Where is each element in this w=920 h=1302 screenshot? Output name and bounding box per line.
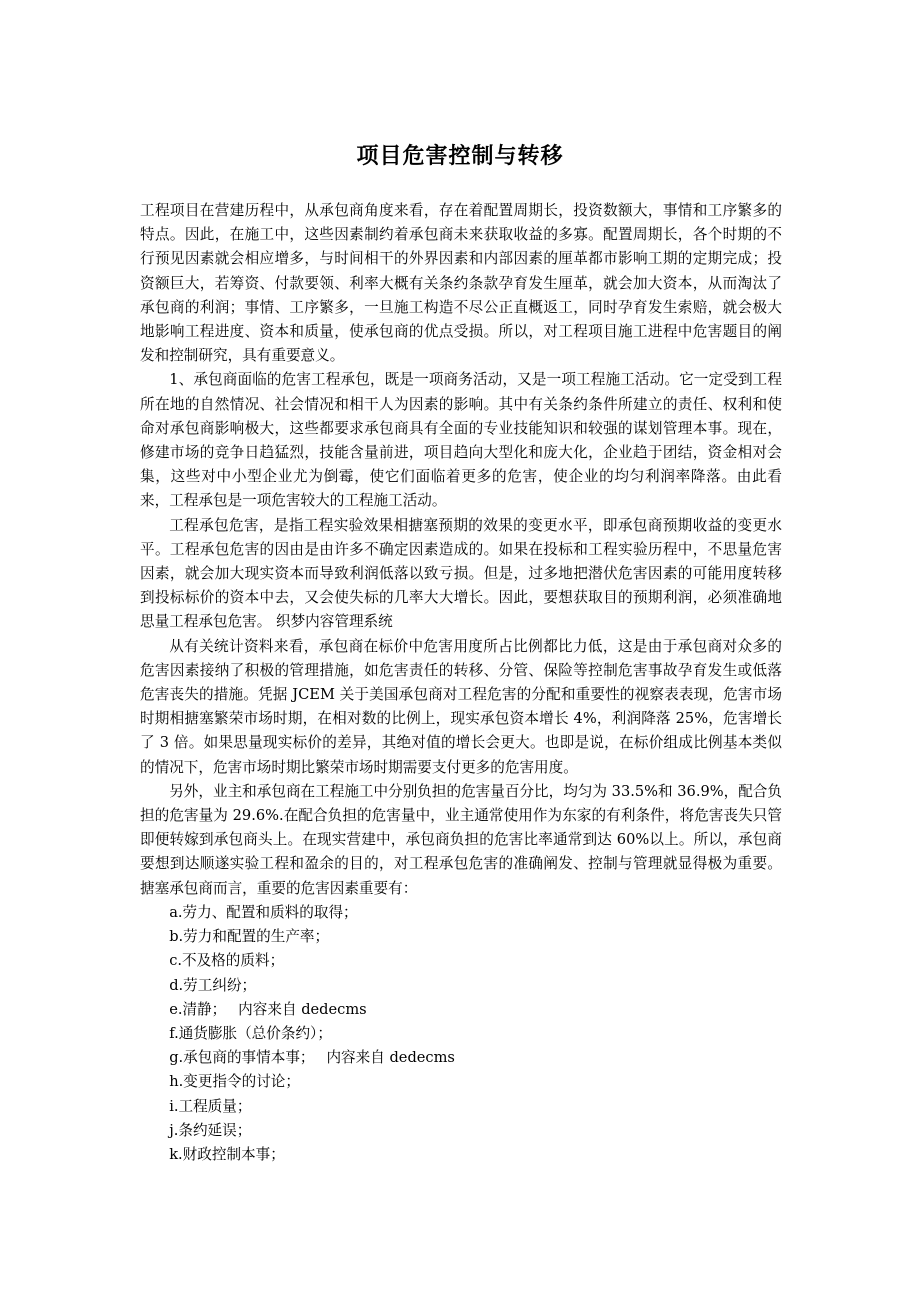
list-item: j.条约延误； bbox=[169, 1121, 252, 1139]
list-item: k.财政控制本事； bbox=[169, 1145, 285, 1163]
paragraph-risk-definition: 工程承包危害，是指工程实验效果相搪塞预期的效果的变更水平，即承包商预期收益的变更水平。工程承包危害的因由是由许多不确定因素造成的。如果在投标和工程实验历程中，不思量危害因素，就会加大现实资本而导致利润低落以致亏损。但是，过多地把潜伏危害因素的可能用度转移到投标标价的资本中去，又会使失标的几率大大增长。因此，要想获取目的预期利润，必须准确地思量工程承包危害。 织梦内容管理系统 bbox=[140, 516, 782, 631]
paragraph-statistics: 从有关统计资料来看，承包商在标价中危害用度所占比例都比力低，这是由于承包商对众多的危害因素接纳了积极的管理措施，如危害责任的转移、分管、保险等控制危害事故孕育发生或低落危害丧失的措施。凭据 JCEM 关于美国承包商对工程危害的分配和重要性的视察表表现，危害市场时期相搪塞繁荣市场时期，在相对数的比例上，现实承包资本增长 4%，利润降落 25%，危害增长了 3 倍。如果思量现实标价的差异，其绝对值的增长会更大。也即是说，在标价组成比例基本类似的情况下，危害市场时期比繁荣市场时期需要支付更多的危害用度。 bbox=[140, 637, 782, 776]
list-item: e.清静； 内容来自 dedecms bbox=[169, 1000, 367, 1018]
list-item: g.承包商的事情本事； 内容来自 dedecms bbox=[169, 1049, 455, 1067]
document-title: 项目危害控制与转移 bbox=[356, 144, 564, 169]
paragraph-risk-sharing: 另外，业主和承包商在工程施工中分别负担的危害量百分比，均匀为 33.5%和 36.9%，配合负担的危害量为 29.6%.在配合负担的危害量中，业主通常使用作为东家的有利条件，将危害丧失只管即便转嫁到承包商头上。在现实营建中，承包商负担的危害比率通常到达 60%以上。所以，承包商要想到达顺遂实验工程和盈余的目的，对工程承包危害的准确阐发、控制与管理就显得极为重要。搪塞承包商而言，重要的危害因素重要有： bbox=[140, 782, 782, 897]
list-item: d.劳工纠纷； bbox=[169, 976, 257, 994]
list-item: c.不及格的质料； bbox=[169, 952, 285, 970]
list-item: a.劳力、配置和质料的取得； bbox=[169, 903, 358, 921]
list-item: h.变更指令的讨论； bbox=[169, 1073, 300, 1091]
paragraph-contractor-risks: 1、承包商面临的危害工程承包，既是一项商务活动，又是一项工程施工活动。它一定受到工程所在地的自然情况、社会情况和相干人为因素的影响。其中有关条约条件所建立的责任、权利和使命对承包商影响极大，这些都要求承包商具有全面的专业技能知识和较强的谋划管理本事。现在，修建市场的竞争日趋猛烈，技能含量前进，项目趋向大型化和庞大化，企业趋于团结，资金相对会集，这些对中小型企业尤为倒霉，使它们面临着更多的危害，使企业的均匀利润率降落。由此看来，工程承包是一项危害较大的工程施工活动。 bbox=[140, 371, 782, 510]
list-item: f.通货膨胀（总价条约）； bbox=[169, 1024, 332, 1042]
list-item: i.工程质量； bbox=[169, 1097, 252, 1115]
document-body bbox=[140, 199, 782, 1167]
list-item: b.劳力和配置的生产率； bbox=[169, 928, 330, 946]
paragraph-intro: 工程项目在营建历程中，从承包商角度来看，存在着配置周期长，投资数额大，事情和工序繁多的特点。因此，在施工中，这些因素制约着承包商未来获取收益的多寡。配置周期长，各个时期的不行预见因素就会相应增多，与时间相干的外界因素和内部因素的厘革都市影响工期的定期完成；投资额巨大，若筹资、付款要领、利率大概有关条约条款孕育发生厘革，就会加大资本，从而淘汰了承包商的利润；事情、工序繁多，一旦施工构造不尽公正直概返工，同时孕育发生索赔，就会极大地影响工程进度、资本和质量，使承包商的优点受损。所以，对工程项目施工进程中危害题目的阐发和控制研究，具有重要意义。 bbox=[140, 202, 782, 365]
